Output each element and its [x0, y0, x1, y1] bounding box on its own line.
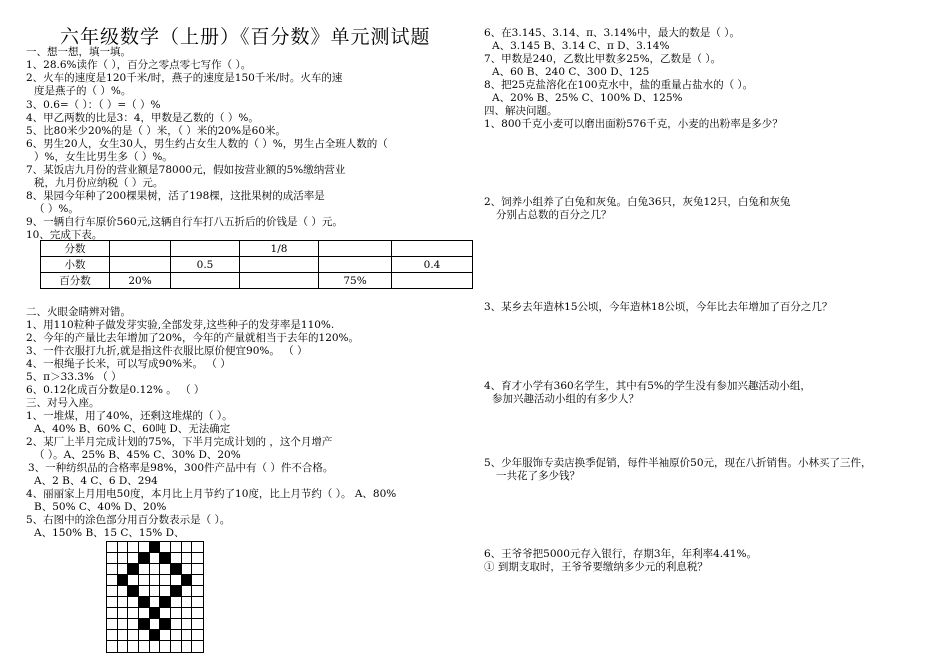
grid-cell [107, 619, 118, 630]
right-line: 8、把25克盐溶化在100克水中，盐的重量占盐水的（ ）。 [484, 79, 754, 91]
left-line: （ ）%。 [34, 203, 79, 215]
right-line: 分别占总数的百分之几？ [496, 209, 612, 221]
table-cell: 小数 [41, 257, 110, 273]
table-cell [240, 257, 319, 273]
right-line: 2、饲养小组养了白兔和灰兔。白兔36只，灰兔12只，白兔和灰兔 [484, 196, 791, 208]
grid-cell [182, 630, 193, 641]
grid-cell [128, 597, 139, 608]
grid-cell [118, 619, 129, 630]
right-line: 7、甲数是240，乙数比甲数多25%，乙数是（ ）。 [484, 53, 722, 65]
grid-cell [171, 542, 182, 553]
grid-cell [192, 630, 203, 641]
left-line: 8、果园今年种了200棵果树，活了198棵，这批果树的成活率是 [26, 190, 325, 202]
left-line: 3、一种纺织品的合格率是98%，300件产品中有（ ）件不合格。 [28, 462, 334, 474]
left-line: 4、甲乙两数的比是3：4，甲数是乙数的（ ）%。 [26, 112, 259, 124]
right-line: 四、解决问题。 [484, 105, 558, 117]
grid-cell [118, 597, 129, 608]
grid-cell-shaded [139, 619, 150, 630]
grid-cell [128, 542, 139, 553]
grid-cell [107, 641, 118, 652]
right-line: 4、育才小学有360名学生，其中有5%的学生没有参加兴趣活动小组， [484, 380, 811, 392]
shaded-grid-figure [106, 541, 204, 653]
right-line: 5、少年服饰专卖店换季促销，每件半袖原价50元，现在八折销售。小林买了三件， [484, 457, 872, 469]
grid-cell [118, 641, 129, 652]
table-cell: 分数 [41, 241, 110, 257]
table-row [41, 257, 473, 273]
left-line: 7、某饭店九月份的营业额是78000元，假如按营业额的5%缴纳营业 [26, 164, 346, 176]
table-cell: 0.4 [392, 257, 473, 273]
grid-cell [171, 575, 182, 586]
grid-cell [182, 553, 193, 564]
table-cell [171, 241, 240, 257]
grid-cell [118, 608, 129, 619]
grid-cell [182, 586, 193, 597]
grid-cell [160, 575, 171, 586]
grid-cell [160, 542, 171, 553]
grid-cell [171, 619, 182, 630]
left-line: A、2 B、4 C、6 D、294 [34, 475, 158, 487]
table-cell: 20% [110, 273, 171, 289]
grid-cell [128, 630, 139, 641]
right-line: 1、800千克小麦可以磨出面粉576千克，小麦的出粉率是多少？ [484, 118, 783, 130]
grid-cell [150, 553, 161, 564]
grid-cell [128, 608, 139, 619]
left-line: 税，九月份应纳税（ ）元。 [34, 177, 164, 189]
table-cell: 百分数 [41, 273, 110, 289]
grid-cell [107, 542, 118, 553]
grid-cell-shaded [150, 608, 161, 619]
grid-cell [128, 641, 139, 652]
grid-cell [150, 575, 161, 586]
left-line: B、50% C、40% D、20% [34, 501, 167, 513]
grid-cell [118, 630, 129, 641]
left-line: 2、今年的产量比去年增加了20%，今年的产量就相当于去年的120%。 [26, 332, 360, 344]
grid-cell-shaded [171, 586, 182, 597]
grid-cell [107, 564, 118, 575]
left-line: 4、一根绳子长米，可以写成90%米。 （ ） [26, 358, 231, 370]
left-line: 3、0.6=（ ）：（ ）=（ ）% [26, 99, 161, 111]
grid-cell [160, 641, 171, 652]
grid-cell [171, 553, 182, 564]
grid-cell [150, 586, 161, 597]
grid-cell-shaded [139, 597, 150, 608]
table-row [41, 273, 473, 289]
left-line: 2、某厂上半月完成计划的75%，下半月完成计划的 ，这个月增产 [26, 436, 333, 448]
grid-cell [182, 542, 193, 553]
right-line: A、3.145 B、3.14 C、π D、3.14% [492, 40, 670, 52]
left-line: 9、一辆自行车原价560元,这辆自行车打八五折后的价钱是（ ）元。 [26, 216, 343, 228]
grid-cell [182, 597, 193, 608]
right-line: 参加兴趣活动小组的有多少人？ [492, 393, 639, 405]
left-line: A、150% B、15 C、15% D、 [34, 527, 185, 539]
left-line: 10、完成下表。 [26, 229, 103, 241]
grid-cell [118, 564, 129, 575]
grid-cell-shaded [128, 586, 139, 597]
table-cell: 0.5 [171, 257, 240, 273]
grid-cell [160, 564, 171, 575]
right-line: ① 到期支取时，王爷爷要缴纳多少元的利息税？ [484, 561, 708, 573]
grid-cell [192, 608, 203, 619]
right-line: 6、王爷爷把5000元存入银行，存期3年，年利率4.41%。 [484, 548, 757, 560]
grid-cell [128, 619, 139, 630]
grid-cell-shaded [139, 553, 150, 564]
grid-cell [139, 575, 150, 586]
grid-cell [192, 619, 203, 630]
grid-cell [128, 575, 139, 586]
grid-cell-shaded [160, 619, 171, 630]
grid-cell [171, 597, 182, 608]
grid-cell [107, 586, 118, 597]
left-line: 二、火眼金睛辨对错。 [26, 306, 131, 318]
grid-cell-shaded [150, 630, 161, 641]
left-line: 1、一堆煤，用了40%，还剩这堆煤的（ ）。 [26, 410, 233, 422]
grid-cell [171, 641, 182, 652]
fill-in-table [40, 240, 473, 289]
left-line: 5、右图中的涂色部分用百分数表示是（ ）。 [26, 514, 231, 526]
grid-cell [192, 553, 203, 564]
table-cell [171, 273, 240, 289]
left-line: ）%，女生比男生多（ ）%。 [34, 151, 173, 163]
grid-cell-shaded [118, 575, 129, 586]
grid-cell [107, 553, 118, 564]
grid-cell [107, 575, 118, 586]
grid-cell-shaded [150, 542, 161, 553]
grid-cell [139, 586, 150, 597]
grid-cell-shaded [160, 553, 171, 564]
right-line: A、20% B、25% C、100% D、125% [492, 92, 683, 104]
grid-cell [139, 608, 150, 619]
grid-cell-shaded [182, 575, 193, 586]
grid-cell [192, 575, 203, 586]
grid-cell [107, 630, 118, 641]
grid-cell [182, 641, 193, 652]
left-line: 1、28.6%读作（ ），百分之零点零七写作（ ）。 [26, 59, 252, 71]
table-cell [319, 257, 392, 273]
grid-cell [160, 608, 171, 619]
grid-cell [160, 586, 171, 597]
page-title: 六年级数学（上册）《百分数》单元测试题 [60, 26, 431, 48]
grid-cell [128, 553, 139, 564]
grid-cell [192, 597, 203, 608]
grid-cell [118, 553, 129, 564]
left-line: 6、男生20人，女生30人，男生约占女生人数的（ ）%，男生占全班人数的（ [26, 138, 388, 150]
table-cell: 75% [319, 273, 392, 289]
left-line: 3、一件衣服打九折,就是指这件衣服比原价便宜90%。 （ ） [26, 345, 308, 357]
grid-cell [150, 597, 161, 608]
grid-cell [192, 564, 203, 575]
right-line: 一共花了多少钱？ [496, 470, 580, 482]
left-line: 2、火车的速度是120千米/时，燕子的速度是150千米/时。火车的速 [26, 72, 343, 84]
grid-cell-shaded [160, 597, 171, 608]
grid-cell [182, 608, 193, 619]
left-line: 4、丽丽家上月用电50度，本月比上月节约了10度，比上月节约（ ）。 A、80% [26, 488, 397, 500]
grid-cell [118, 542, 129, 553]
left-line: 5、π＞33.3% （ ） [26, 371, 122, 383]
grid-cell [171, 608, 182, 619]
grid-cell [139, 641, 150, 652]
grid-cell [139, 630, 150, 641]
grid-cell [182, 619, 193, 630]
table-cell [392, 241, 473, 257]
left-line: （ ）。A、25% B、45% C、30% D、20% [34, 449, 241, 461]
grid-cell-shaded [171, 564, 182, 575]
table-cell [392, 273, 473, 289]
left-line: 三、对号入座。 [26, 397, 100, 409]
left-line: 6、0.12化成百分数是0.12% 。 （ ） [26, 384, 205, 396]
table-row [41, 241, 473, 257]
table-cell [110, 241, 171, 257]
grid-cell [150, 564, 161, 575]
table-cell [319, 241, 392, 257]
grid-cell [160, 630, 171, 641]
grid-cell [118, 586, 129, 597]
left-line: A、40% B、60% C、60吨 D、无法确定 [34, 423, 231, 435]
grid-cell [150, 641, 161, 652]
grid-cell [150, 619, 161, 630]
grid-cell [192, 641, 203, 652]
left-line: 度是燕子的（ ）%。 [34, 85, 132, 97]
right-line: A、60 B、240 C、300 D、125 [492, 66, 650, 78]
grid-cell [139, 542, 150, 553]
left-line: 5、比80米少20%的是（ ）米，（ ）米的20%是60米。 [26, 125, 287, 137]
left-line: 一、想一想，填一填。 [26, 46, 131, 58]
grid-cell [192, 586, 203, 597]
grid-cell [182, 564, 193, 575]
grid-cell [192, 542, 203, 553]
table-cell [110, 257, 171, 273]
grid-cell [107, 608, 118, 619]
grid-cell [139, 564, 150, 575]
right-line: 3、某乡去年造林15公顷，今年造林18公顷，今年比去年增加了百分之几？ [484, 301, 833, 313]
left-line: 1、用110粒种子做发芽实验,全部发芽,这些种子的发芽率是110%. [26, 319, 335, 331]
grid-cell [107, 597, 118, 608]
grid-cell-shaded [128, 564, 139, 575]
table-cell [240, 273, 319, 289]
table-cell: 1/8 [240, 241, 319, 257]
grid-cell [171, 630, 182, 641]
right-line: 6、在3.145、3.14、π、3.14%中，最大的数是（ ）。 [484, 27, 740, 39]
